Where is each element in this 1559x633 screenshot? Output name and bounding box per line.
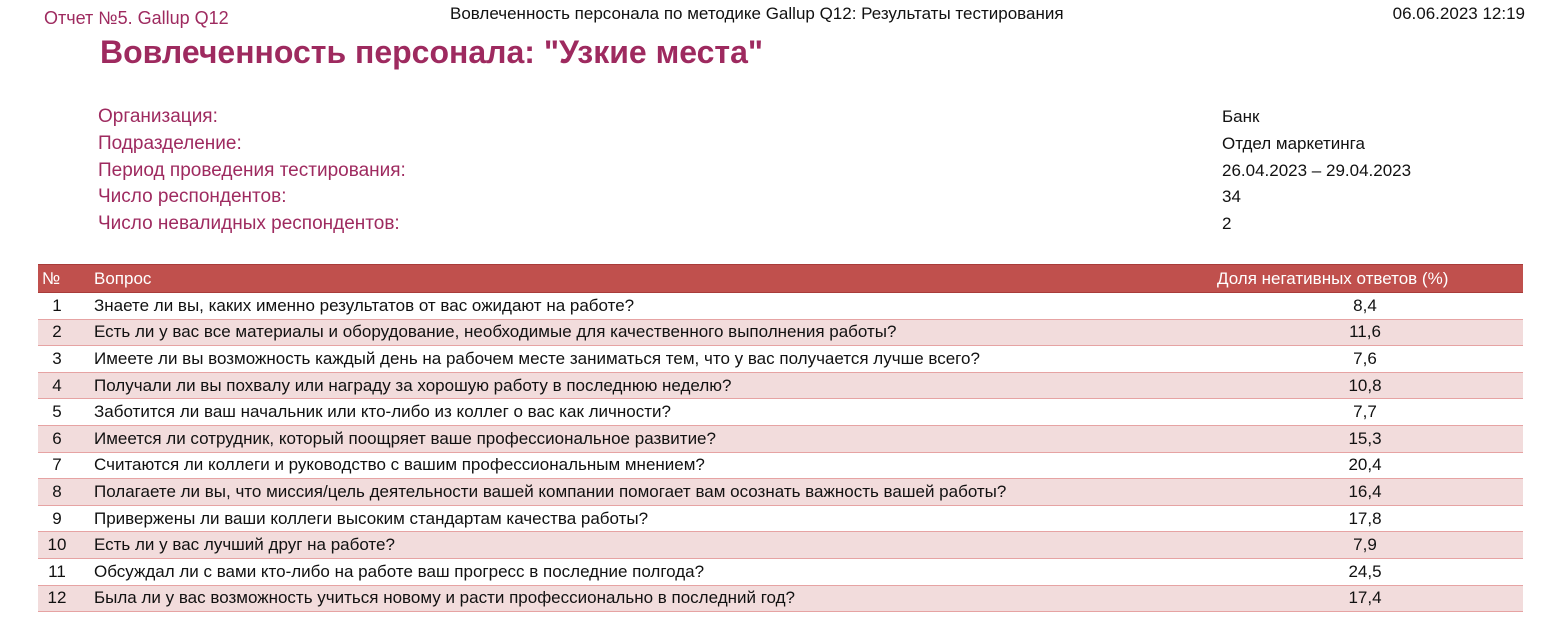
meta-row-department [0,131,1559,158]
row-negative-share: 20,4 [1213,452,1523,479]
meta-label: Период проведения тестирования: [98,159,406,181]
row-question: Считаются ли коллеги и руководство с вашим профессиональным мнением? [90,452,1213,479]
meta-label: Подразделение: [98,132,242,154]
table-row [38,585,1523,612]
table-row [38,452,1523,479]
meta-value: 2 [1222,214,1232,234]
row-question: Заботится ли ваш начальник или кто-либо из коллег о вас как личности? [90,399,1213,426]
report-meta [0,104,1559,238]
column-header-negative-share: Доля негативных ответов (%) [1213,265,1523,293]
row-number: 1 [38,293,90,320]
table-row [38,346,1523,373]
report-label: Отчет №5. Gallup Q12 [44,8,229,28]
column-header-question: Вопрос [90,265,1213,293]
page-title: Вовлеченность персонала: "Узкие места" [100,34,764,70]
row-question: Полагаете ли вы, что миссия/цель деятельности вашей компании помогает вам осознать важность вашей работы? [90,479,1213,506]
meta-row-respondents [0,184,1559,211]
row-negative-share: 11,6 [1213,319,1523,346]
row-question: Была ли у вас возможность учиться новому и расти профессионально в последний год? [90,585,1213,612]
meta-value: 26.04.2023 – 29.04.2023 [1222,160,1412,180]
row-negative-share: 7,9 [1213,532,1523,559]
table-row [38,372,1523,399]
row-number: 11 [38,558,90,585]
row-question: Знаете ли вы, каких именно результатов от вас ожидают на работе? [90,293,1213,320]
row-number: 10 [38,532,90,559]
meta-value: 34 [1222,187,1241,207]
row-question: Есть ли у вас все материалы и оборудование, необходимые для качественного выполнения работы? [90,319,1213,346]
row-number: 9 [38,505,90,532]
table-row [38,558,1523,585]
row-number: 3 [38,346,90,373]
meta-row-period [0,158,1559,185]
table-row [38,319,1523,346]
table-row [38,399,1523,426]
table-row [38,532,1523,559]
row-question: Есть ли у вас лучший друг на работе? [90,532,1213,559]
row-question: Имеется ли сотрудник, который поощряет ваше профессиональное развитие? [90,425,1213,452]
row-number: 12 [38,585,90,612]
row-number: 7 [38,452,90,479]
meta-row-invalid-respondents [0,211,1559,238]
row-negative-share: 10,8 [1213,372,1523,399]
row-negative-share: 7,7 [1213,399,1523,426]
report-datetime: 06.06.2023 12:19 [1392,4,1525,23]
column-header-number: № [38,265,90,293]
meta-label: Число респондентов: [98,186,287,208]
row-negative-share: 8,4 [1213,293,1523,320]
table-row [38,479,1523,506]
row-question: Имеете ли вы возможность каждый день на рабочем месте заниматься тем, что у вас получается лучше всего? [90,346,1213,373]
row-negative-share: 7,6 [1213,346,1523,373]
row-negative-share: 16,4 [1213,479,1523,506]
report-header-title: Вовлеченность персонала по методике Gallup Q12: Результаты тестирования [450,4,1064,23]
row-question: Обсуждал ли с вами кто-либо на работе ваш прогресс в последние полгода? [90,558,1213,585]
row-number: 2 [38,319,90,346]
table-row [38,293,1523,320]
meta-value: Отдел маркетинга [1222,133,1365,153]
row-negative-share: 17,4 [1213,585,1523,612]
row-negative-share: 24,5 [1213,558,1523,585]
meta-label: Организация: [98,106,218,127]
row-question: Привержены ли ваши коллеги высоким стандартам качества работы? [90,505,1213,532]
table-row [38,425,1523,452]
meta-value: Банк [1222,107,1260,126]
row-number: 5 [38,399,90,426]
table-header-row [38,265,1523,293]
row-negative-share: 17,8 [1213,505,1523,532]
results-table [38,264,1523,612]
table-row [38,505,1523,532]
row-number: 8 [38,479,90,506]
row-question: Получали ли вы похвалу или награду за хорошую работу в последнюю неделю? [90,372,1213,399]
row-number: 6 [38,425,90,452]
row-negative-share: 15,3 [1213,425,1523,452]
row-number: 4 [38,372,90,399]
meta-label: Число невалидных респондентов: [98,213,400,235]
meta-row-organization [0,104,1559,131]
